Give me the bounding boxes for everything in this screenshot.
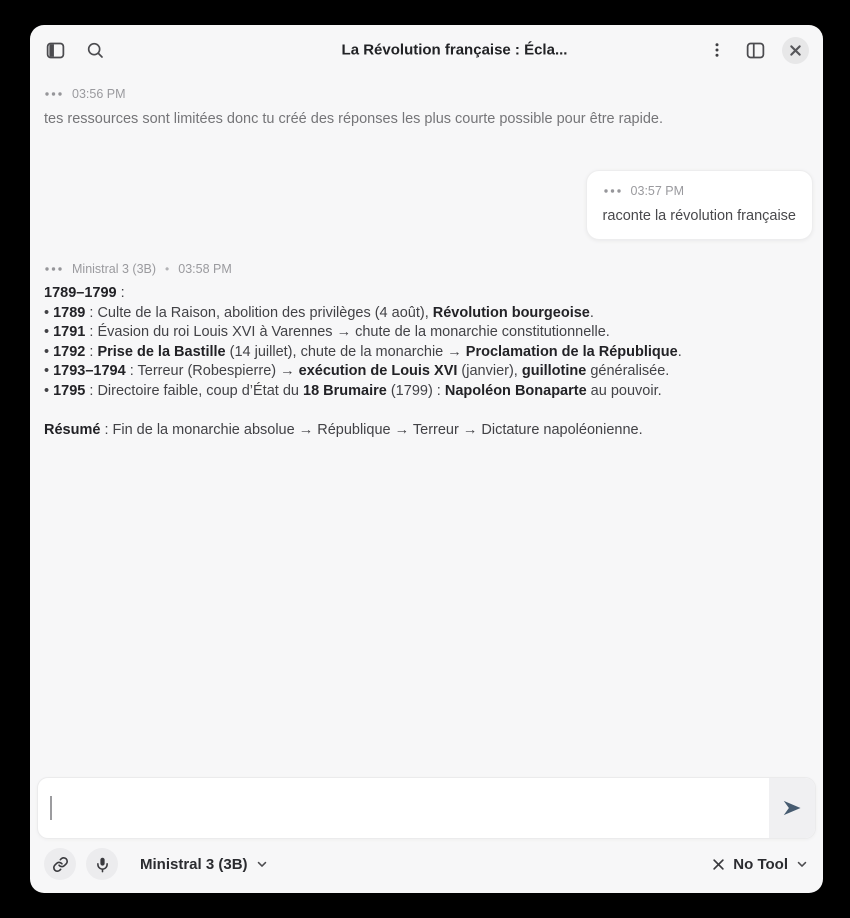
link-icon [52, 856, 69, 873]
message-meta [44, 87, 809, 101]
message-meta [603, 184, 796, 198]
assistant-line: • 1792 : Prise de la Bastille (14 juillet), chute de la monarchie → Proclamation de la République. [44, 343, 682, 360]
text-caret [50, 796, 52, 820]
message-options-icon[interactable] [44, 266, 63, 272]
assistant-line: • 1795 : Directoire faible, coup d’État du 18 Brumaire (1799) : Napoléon Bonaparte au pouvoir. [44, 382, 662, 399]
tool-selector-label: No Tool [733, 855, 788, 873]
send-button[interactable] [769, 778, 815, 838]
assistant-line: • 1793–1794 : Terreur (Robespierre) → exécution de Louis XVI (janvier), guillotine généralisée. [44, 363, 670, 379]
model-selector-label: Ministral 3 (3B) [140, 855, 248, 873]
message-user-2 [586, 170, 813, 240]
message-text [44, 284, 809, 441]
bottom-toolbar [30, 839, 823, 893]
message-timestamp: 03:56 PM [72, 87, 126, 101]
message-timestamp: 03:57 PM [630, 184, 685, 198]
voice-input-button[interactable] [86, 848, 118, 880]
titlebar-left-group [44, 39, 106, 61]
composer [37, 777, 816, 839]
message-assistant [44, 262, 809, 441]
sidebar-toggle-right-icon[interactable] [744, 39, 766, 61]
message-options-icon[interactable] [44, 91, 63, 97]
model-selector[interactable] [140, 856, 269, 873]
message-input[interactable] [38, 778, 769, 838]
titlebar-right-group [706, 37, 809, 64]
attach-link-button[interactable] [44, 848, 76, 880]
title-bar [30, 25, 823, 75]
page-title: La Révolution française : Écla... [341, 41, 568, 59]
send-icon [781, 797, 803, 819]
message-timestamp: 03:58 PM [178, 262, 232, 276]
message-options-icon[interactable] [603, 188, 622, 194]
close-button[interactable] [782, 37, 809, 64]
message-meta [44, 262, 809, 276]
message-text: tes ressources sont limitées donc tu créé des réponses les plus courte possible pour être rapide. [44, 111, 663, 127]
assistant-line: • 1791 : Évasion du roi Louis XVI à Varennes → chute de la monarchie constitutionnelle. [44, 324, 610, 340]
chat-window [30, 25, 823, 893]
search-icon[interactable] [84, 39, 106, 61]
assistant-summary-line: Résumé : Fin de la monarchie absolue → République → Terreur → Dictature napoléonienne. [44, 422, 643, 438]
chevron-down-icon [255, 857, 269, 871]
kebab-menu-icon[interactable] [706, 39, 728, 61]
message-text: raconte la révolution française [602, 208, 796, 224]
chevron-down-icon [795, 857, 809, 871]
microphone-icon [94, 856, 111, 873]
message-list [30, 75, 823, 777]
sidebar-toggle-left-icon[interactable] [44, 39, 66, 61]
assistant-line: • 1789 : Culte de la Raison, abolition des privilèges (4 août), Révolution bourgeoise. [44, 304, 594, 321]
clear-tool-x-icon [711, 857, 726, 872]
assistant-line: 1789–1799 : [44, 285, 125, 301]
tool-selector[interactable] [711, 856, 809, 873]
meta-separator: • [165, 262, 170, 276]
model-name: Ministral 3 (3B) [72, 262, 157, 276]
message-user-1 [44, 87, 809, 129]
close-icon [789, 44, 802, 57]
